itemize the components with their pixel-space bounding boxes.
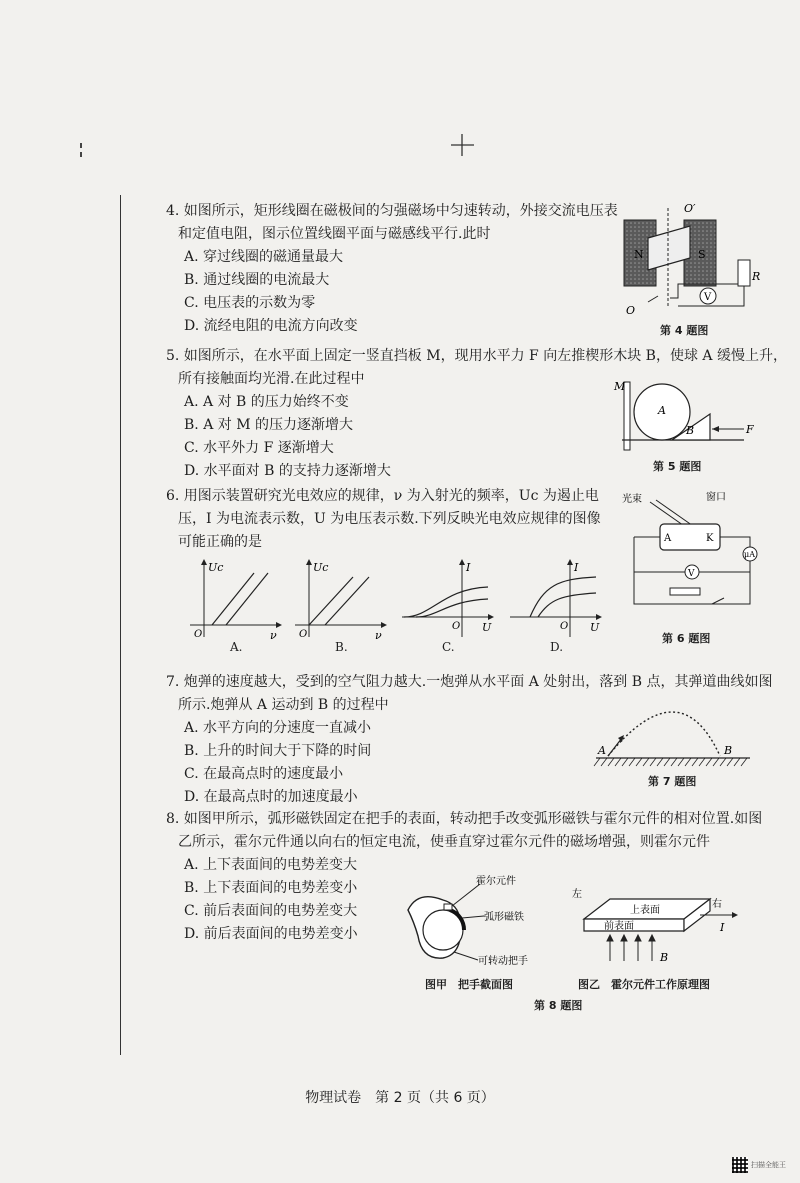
- q5-option-b[interactable]: B. A 对 M 的压力逐渐增大: [184, 417, 353, 433]
- q5-stem: 所有接触面均光滑.在此过程中: [178, 371, 365, 387]
- q8-figure-a: [398, 870, 558, 970]
- graph-d-letter[interactable]: D.: [550, 640, 564, 654]
- hall-element-label: 霍尔元件: [476, 876, 516, 887]
- page-footer: 物理试卷 第 2 页（共 6 页）: [305, 1090, 495, 1106]
- q5-option-a[interactable]: A. A 对 B 的压力始终不变: [184, 394, 349, 410]
- q8-stem: 8. 如图甲所示，弧形磁铁固定在把手的表面，转动把手改变弧形磁铁与霍尔元件的相对位置.如图: [166, 811, 763, 827]
- ground-hatch: [650, 758, 656, 766]
- ground-hatch: [699, 758, 705, 766]
- graph-origin-label: O: [194, 629, 203, 640]
- landing-point-label: B: [724, 744, 733, 757]
- q5-option-c[interactable]: C. 水平外力 F 逐渐增大: [184, 440, 334, 456]
- graph-x-label: U: [482, 621, 492, 634]
- ground-hatch: [727, 758, 733, 766]
- q5-figure: [612, 374, 762, 454]
- window-label: 窗口: [706, 492, 726, 503]
- ground-hatch: [685, 758, 691, 766]
- q5-option-d[interactable]: D. 水平面对 B 的支持力逐渐增大: [184, 463, 391, 479]
- graph-origin-label: O: [452, 621, 461, 632]
- magnetic-field-label: B: [660, 951, 669, 964]
- ground-hatch: [594, 758, 600, 766]
- graph-a-letter[interactable]: A.: [230, 640, 243, 654]
- rotating-handle-label: 可转动把手: [478, 956, 528, 967]
- left-label: 左: [572, 889, 582, 900]
- question-6: [166, 485, 601, 554]
- voltmeter-label: V: [688, 569, 695, 579]
- ball-label: A: [658, 404, 666, 417]
- graph-b: [295, 559, 387, 642]
- ground-hatch: [713, 758, 719, 766]
- ground-hatch: [678, 758, 684, 766]
- q6-stem: 可能正确的是: [178, 534, 262, 550]
- q7-figure: [590, 698, 760, 770]
- q8-option-c[interactable]: C. 前后表面间的电势差变大: [184, 903, 358, 919]
- graph-origin-label: O: [560, 621, 569, 632]
- ground-hatch: [608, 758, 614, 766]
- field-arrowhead: [621, 935, 627, 941]
- ground-hatch: [601, 758, 607, 766]
- graph-y-label: I: [466, 561, 471, 574]
- graph-c-letter[interactable]: C.: [442, 640, 455, 654]
- qr-code-icon: [732, 1157, 748, 1173]
- graph-curve: [538, 593, 596, 617]
- q6-stem: 6. 用图示装置研究光电效应的规律，ν 为入射光的频率，Uc 为遏止电: [166, 488, 599, 504]
- q4-option-a[interactable]: A. 穿过线圈的磁通量最大: [184, 249, 344, 265]
- arc-magnet-label: 弧形磁铁: [484, 912, 524, 923]
- graph-y-label: I: [574, 561, 579, 574]
- q8-option-b[interactable]: B. 上下表面间的电势差变小: [184, 880, 358, 896]
- graph-a: [190, 559, 282, 642]
- launch-point-label: A: [598, 744, 606, 757]
- graph-c: [402, 559, 494, 637]
- q6-figure: [620, 488, 770, 623]
- q8-option-a[interactable]: A. 上下表面间的电势差变大: [184, 857, 358, 873]
- cathode-label: K: [706, 533, 714, 544]
- q8-figure-b: [570, 885, 750, 965]
- q4-option-d[interactable]: D. 流经电阻的电流方向改变: [184, 318, 358, 334]
- q8-option-d[interactable]: D. 前后表面间的电势差变小: [184, 926, 358, 942]
- ground-hatch: [671, 758, 677, 766]
- q4-stem: 和定值电阻，图示位置线圈平面与磁感线平行.此时: [178, 226, 491, 242]
- ground-hatch: [643, 758, 649, 766]
- ground-hatch: [741, 758, 747, 766]
- graph-curve: [404, 587, 488, 617]
- ground-hatch: [629, 758, 635, 766]
- graph-x-label: ν: [375, 629, 382, 642]
- q4-option-c[interactable]: C. 电压表的示数为零: [184, 295, 316, 311]
- graph-x-label: ν: [270, 629, 277, 642]
- ammeter-label: μA: [744, 550, 755, 559]
- ground-hatch: [664, 758, 670, 766]
- q7-option-c[interactable]: C. 在最高点时的速度最小: [184, 766, 344, 782]
- q7-option-d[interactable]: D. 在最高点时的加速度最小: [184, 789, 358, 805]
- force-label: F: [746, 423, 754, 436]
- right-label: 右: [712, 899, 722, 910]
- q8-fig-b-caption: 图乙 霍尔元件工作原理图: [578, 978, 710, 991]
- graph-b-letter[interactable]: B.: [335, 640, 348, 654]
- graph-curve: [416, 599, 488, 617]
- current-label: I: [720, 921, 725, 934]
- q6-stem: 压，I 为电流表示数，U 为电压表示数.下列反映光电效应规律的图像: [178, 511, 601, 527]
- ground-hatch: [622, 758, 628, 766]
- south-pole-label: S: [698, 248, 706, 261]
- q5-caption: 第 5 题图: [653, 460, 702, 473]
- ground-hatch: [734, 758, 740, 766]
- graph-origin-label: O: [299, 629, 308, 640]
- q8-fig-a-caption: 图甲 把手截面图: [425, 978, 513, 991]
- front-surface-label: 前表面: [604, 921, 634, 932]
- q7-stem: 所示.炮弹从 A 运动到 B 的过程中: [178, 697, 389, 713]
- q4-stem: 4. 如图所示，矩形线圈在磁极间的匀强磁场中匀速转动，外接交流电压表: [166, 203, 618, 219]
- question-4: [166, 200, 618, 338]
- top-surface-label: 上表面: [630, 905, 660, 916]
- axis-label-bottom: O: [626, 304, 636, 317]
- scanner-watermark: [732, 1157, 786, 1173]
- ground-hatch: [636, 758, 642, 766]
- graph-y-label: Uc: [313, 561, 329, 574]
- voltmeter-label: V: [704, 292, 712, 303]
- print-marks: [0, 0, 800, 200]
- ground-hatch: [692, 758, 698, 766]
- ground-hatch: [706, 758, 712, 766]
- field-arrowhead: [635, 935, 641, 941]
- ground-hatch: [720, 758, 726, 766]
- graph-x-label: U: [590, 621, 600, 634]
- resistor-label: R: [752, 270, 761, 283]
- scanner-logo-text: 扫描全能王: [751, 1161, 786, 1169]
- q5-stem: 5. 如图所示，在水平面上固定一竖直挡板 M，现用水平力 F 向左推楔形木块 B，使球 A 缓慢上升，: [166, 348, 787, 364]
- q4-caption: 第 4 题图: [660, 324, 709, 337]
- anode-label: A: [664, 533, 672, 544]
- q7-option-b[interactable]: B. 上升的时间大于下降的时间: [184, 743, 372, 759]
- q6-caption: 第 6 题图: [662, 632, 711, 645]
- north-pole-label: N: [634, 248, 644, 261]
- graph-y-label: Uc: [208, 561, 224, 574]
- field-arrowhead: [649, 935, 655, 941]
- margin-line: [120, 195, 121, 1055]
- light-beam-label: 光束: [622, 494, 642, 505]
- q8-stem: 乙所示，霍尔元件通以向右的恒定电流，使垂直穿过霍尔元件的磁场增强，则霍尔元件: [178, 834, 710, 850]
- q7-option-a[interactable]: A. 水平方向的分速度一直减小: [184, 720, 372, 736]
- axis-label-top: O′: [684, 202, 696, 215]
- field-arrowhead: [607, 935, 613, 941]
- wedge-label: B: [686, 424, 695, 437]
- q8-caption: 第 8 题图: [534, 999, 583, 1012]
- q7-caption: 第 7 题图: [648, 775, 697, 788]
- graph-d: [510, 559, 602, 637]
- ground-hatch: [657, 758, 663, 766]
- wall-label: M: [614, 380, 626, 393]
- ground-hatch: [615, 758, 621, 766]
- q7-stem: 7. 炮弹的速度越大，受到的空气阻力越大.一炮弹从水平面 A 处射出，落到 B 点，其弹道曲线如图: [166, 674, 773, 690]
- q4-option-b[interactable]: B. 通过线圈的电流最大: [184, 272, 330, 288]
- q4-figure: [618, 198, 768, 320]
